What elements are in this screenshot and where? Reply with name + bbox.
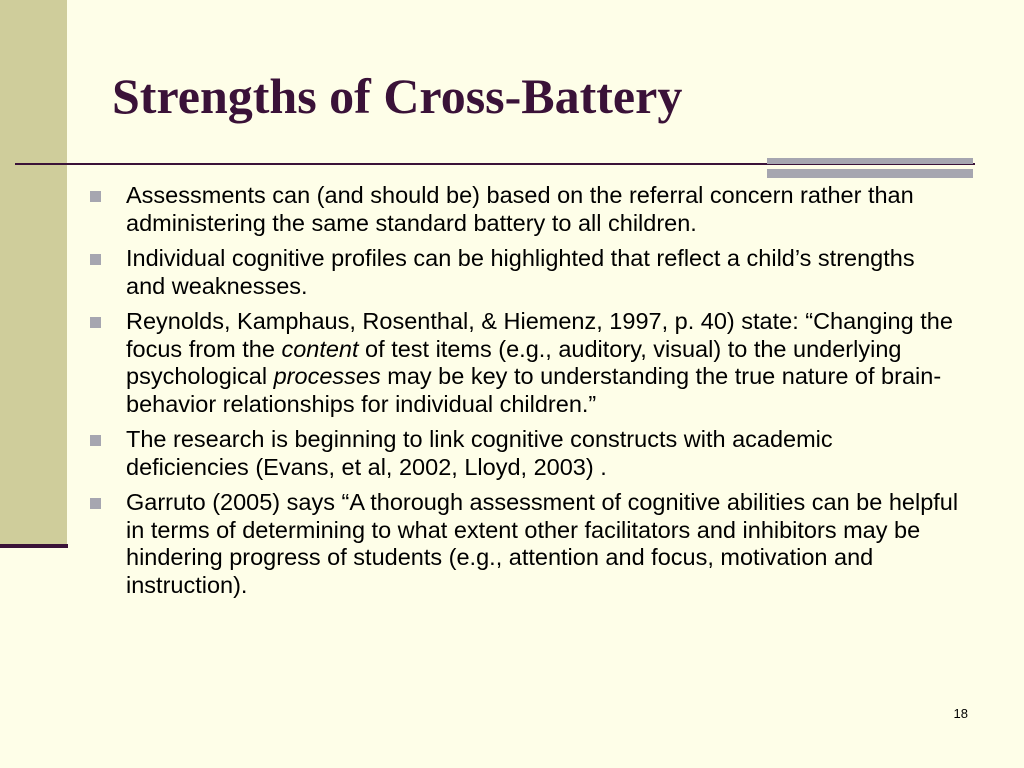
- bullet-item: [89, 182, 959, 237]
- slide-number: 18: [953, 706, 968, 721]
- bullet-item: [89, 308, 959, 418]
- bullet-text: Individual cognitive profiles can be highlighted that reflect a child’s strengths and weaknesses.: [126, 245, 915, 299]
- bullet-text: Assessments can (and should be) based on the referral concern rather than administering the same standard battery to all children.: [126, 182, 914, 236]
- bullet-item: [89, 245, 959, 300]
- rule-accent-bar-bottom: [767, 169, 973, 178]
- slide-title: Strengths of Cross-Battery: [112, 68, 683, 124]
- left-band-underline: [0, 544, 68, 548]
- quote-text-part: of test items (e.g., auditory, visual) to the underlying psychological: [126, 335, 902, 389]
- quote-text-part: may be key to understanding the true nature of brain-behavior relationships for individual children.”: [126, 363, 942, 417]
- bullet-item: [89, 489, 959, 599]
- emphasis-processes: processes: [273, 363, 381, 389]
- square-bullet-icon: [90, 191, 101, 202]
- bullet-item: [89, 426, 959, 481]
- bullet-text: Garruto (2005) says “A thorough assessment of cognitive abilities can be helpful in terms of determining to what extent other facilitators and inhibitors may be hindering progress of students (e.g., attention and focus, motivation and instruction).: [126, 489, 959, 598]
- left-decorative-band: [0, 0, 67, 546]
- square-bullet-icon: [90, 498, 101, 509]
- emphasis-content: content: [281, 335, 359, 362]
- rule-accent-bar-top: [767, 158, 973, 164]
- square-bullet-icon: [90, 254, 101, 265]
- quote-text-part: Reynolds, Kamphaus, Rosenthal, & Hiemenz, 1997, p. 40) state: “Changing the focus from the: [126, 308, 953, 362]
- bullet-list: [89, 182, 959, 607]
- bullet-text: [126, 308, 953, 417]
- bullet-text: The research is beginning to link cognitive constructs with academic deficiencies (Evans, et al, 2002, Lloyd, 2003) .: [126, 426, 833, 480]
- square-bullet-icon: [90, 317, 101, 328]
- square-bullet-icon: [90, 435, 101, 446]
